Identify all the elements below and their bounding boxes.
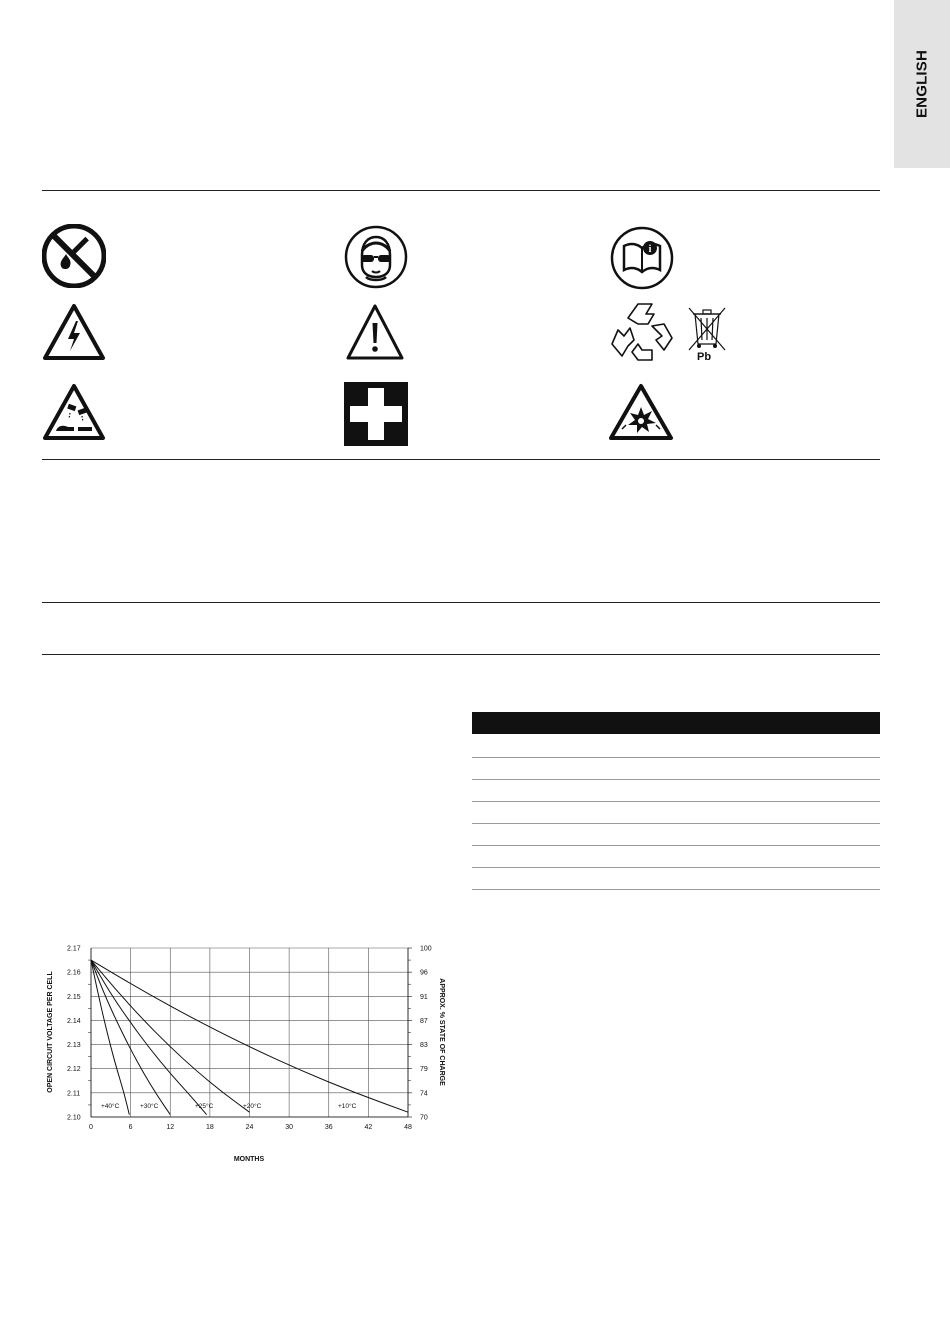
series-label: +25°C: [195, 1103, 214, 1110]
general-warning-icon: [345, 303, 405, 361]
corrosive-icon: [42, 383, 106, 441]
chart-svg: [40, 930, 460, 1170]
y-axis-title: OPEN CIRCUIT VOLTAGE PER CELL: [47, 971, 54, 1093]
x-tick-label: 12: [166, 1124, 175, 1131]
x-tick-label: 0: [89, 1124, 93, 1131]
table-header-cell-1: [472, 712, 594, 734]
no-smoking-flame-icon: [42, 224, 106, 288]
pb-label: Pb: [697, 351, 712, 363]
y-tick-label: 2.12: [67, 1066, 81, 1074]
first-aid-icon: [344, 382, 408, 446]
x-axis-title: MONTHS: [233, 1156, 265, 1163]
x-tick-label: 42: [364, 1124, 373, 1131]
table-row: [472, 779, 880, 780]
y2-axis-title: APPROX. % STATE OF CHARGE: [438, 978, 445, 1086]
series-label: +30°C: [140, 1103, 159, 1110]
section-rule-top: [42, 190, 880, 191]
y2-tick-label: 100: [420, 945, 432, 953]
x-tick-label: 6: [128, 1124, 133, 1131]
y2-tick-label: 74: [420, 1090, 428, 1098]
y2-tick-label: 70: [420, 1114, 428, 1122]
table-row: [472, 845, 880, 846]
y-tick-label: 2.14: [67, 1017, 81, 1025]
svg-text:i: i: [648, 244, 652, 255]
electrical-hazard-icon: [42, 303, 106, 361]
read-manual-icon: [610, 226, 674, 290]
y-tick-label: 2.11: [67, 1090, 81, 1098]
y-tick-label: 2.17: [67, 945, 81, 953]
y-tick-label: 2.16: [67, 969, 81, 977]
language-tab: [894, 0, 950, 168]
x-tick-label: 48: [404, 1124, 412, 1131]
self-discharge-chart: [40, 930, 460, 1170]
y2-tick-label: 87: [420, 1017, 428, 1025]
x-tick-label: 24: [245, 1124, 254, 1131]
series-label: +20°C: [243, 1103, 262, 1110]
table-header-cell-3: [730, 712, 880, 734]
table-row: [472, 823, 880, 824]
table-header: [472, 712, 880, 734]
language-tab-label: ENGLISH: [913, 49, 931, 119]
series-label: +40°C: [101, 1103, 120, 1110]
recycling-icon: [608, 300, 674, 364]
table-row: [472, 867, 880, 868]
x-tick-label: 36: [324, 1124, 333, 1131]
chart-grid: [88, 948, 412, 1117]
table-header-cell-2: [594, 712, 730, 734]
explosion-icon: [608, 383, 674, 441]
x-tick-label: 18: [205, 1124, 214, 1131]
table-row: [472, 801, 880, 802]
y2-tick-label: 83: [420, 1042, 428, 1050]
y-tick-label: 2.13: [67, 1042, 81, 1050]
y2-tick-label: 96: [420, 969, 428, 977]
y2-tick-label: 91: [420, 993, 428, 1001]
y-tick-label: 2.10: [67, 1114, 81, 1122]
eye-protection-icon: [344, 225, 408, 289]
table-row: [472, 889, 880, 890]
section-rule-middle: [42, 602, 880, 603]
table-row: [472, 757, 880, 758]
section-rule-symbols-bottom: [42, 459, 880, 460]
y-tick-label: 2.15: [67, 993, 81, 1001]
y2-tick-label: 79: [420, 1066, 428, 1074]
series-label: +10°C: [338, 1103, 357, 1110]
section-rule-lower: [42, 654, 880, 655]
x-tick-label: 30: [285, 1124, 294, 1131]
